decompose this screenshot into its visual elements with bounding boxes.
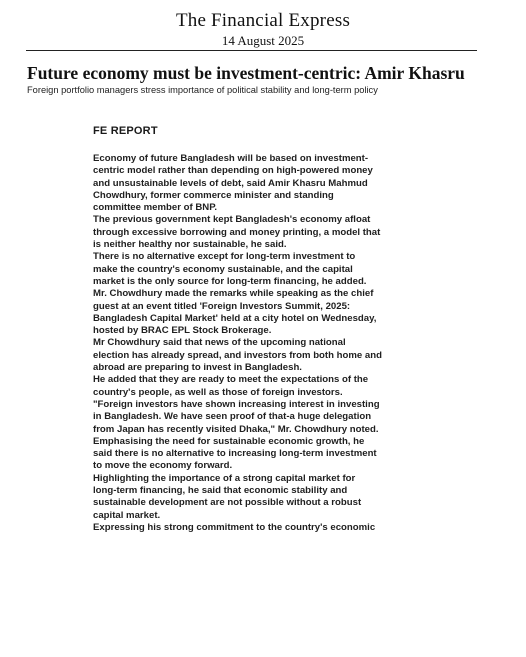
article-paragraph: [93, 288, 423, 337]
paragraph-line: The previous government kept Bangladesh's economy afloat: [93, 214, 371, 226]
paragraph-line: Mr. Chowdhury made the remarks while speaking as the chief: [93, 288, 374, 300]
paragraph-line: election has already spread, and investors from both home and: [93, 349, 382, 361]
article-paragraphs: [93, 153, 423, 534]
paragraph-line: through excessive borrowing and money printing, a model that: [93, 226, 381, 238]
paragraph-line: Expressing his strong commitment to the country's economic: [93, 521, 376, 533]
paragraph-line: long-term financing, he said that economic stability and: [93, 485, 348, 497]
paragraph-line: "Foreign investors have shown increasing interest in investing: [93, 398, 380, 410]
paragraph-line: committee member of BNP.: [93, 202, 218, 214]
publication-name: The Financial Express: [175, 10, 351, 31]
paragraph-line: capital market.: [93, 509, 161, 521]
masthead-divider: [26, 50, 477, 51]
article-paragraph: [93, 214, 423, 251]
paragraph-line: sustainable development are not possible without a robust: [93, 497, 362, 509]
paragraph-line: guest at an event titled 'Foreign Investors Summit, 2025:: [93, 300, 351, 312]
paragraph-line: There is no alternative except for long-term investment to: [93, 251, 356, 263]
paragraph-line: He added that they are ready to meet the expectations of the: [93, 374, 369, 386]
article-paragraph: [93, 399, 423, 436]
paragraph-line: said there is no alternative to increasing long-term investment: [93, 448, 377, 460]
article-byline: FE REPORT: [93, 125, 158, 137]
article-subheadline: Foreign portfolio managers stress importance of political stability and long-term policy: [27, 85, 378, 95]
paragraph-line: from Japan has recently visited Dhaka," Mr. Chowdhury noted.: [93, 423, 379, 435]
paragraph-line: Bangladesh Capital Market' held at a city hotel on Wednesday,: [93, 312, 377, 324]
article-paragraph: [93, 473, 423, 522]
paragraph-line: Mr Chowdhury said that news of the upcoming national: [93, 337, 346, 349]
article-body: [93, 124, 423, 534]
paragraph-line: Highlighting the importance of a strong capital market for: [93, 472, 356, 484]
masthead-block: [0, 10, 526, 48]
article-paragraph: [93, 374, 423, 399]
paragraph-line: Emphasising the need for sustainable economic growth, he: [93, 435, 365, 447]
paragraph-line: hosted by BRAC EPL Stock Brokerage.: [93, 325, 272, 337]
paragraph-line: and unsustainable levels of debt, said Amir Khasru Mahmud: [93, 177, 368, 189]
article-headline: Future economy must be investment-centric: Amir Khasru: [27, 63, 465, 83]
paragraph-line: abroad are preparing to invest in Bangladesh.: [93, 362, 302, 374]
article-paragraph: [93, 522, 423, 534]
paragraph-line: Chowdhury, former commerce minister and standing: [93, 189, 334, 201]
paragraph-line: centric model rather than depending on high-powered money: [93, 165, 373, 177]
article-paragraph: [93, 251, 423, 288]
paragraph-line: in Bangladesh. We have seen proof of that-a huge delegation: [93, 411, 372, 423]
paragraph-line: to move the economy forward.: [93, 460, 233, 472]
paragraph-line: market is the only source for long-term financing, he added.: [93, 275, 367, 287]
publication-date: 14 August 2025: [221, 33, 305, 48]
article-paragraph: [93, 337, 423, 374]
paragraph-line: country's people, as well as those of foreign investors.: [93, 386, 343, 398]
paragraph-line: Economy of future Bangladesh will be based on investment-: [93, 153, 369, 164]
article-paragraph: [93, 436, 423, 473]
paragraph-line: is neither healthy nor sustainable, he said.: [93, 239, 287, 251]
article-paragraph: [93, 153, 423, 214]
paragraph-line: make the country's economy sustainable, and the capital: [93, 263, 353, 275]
